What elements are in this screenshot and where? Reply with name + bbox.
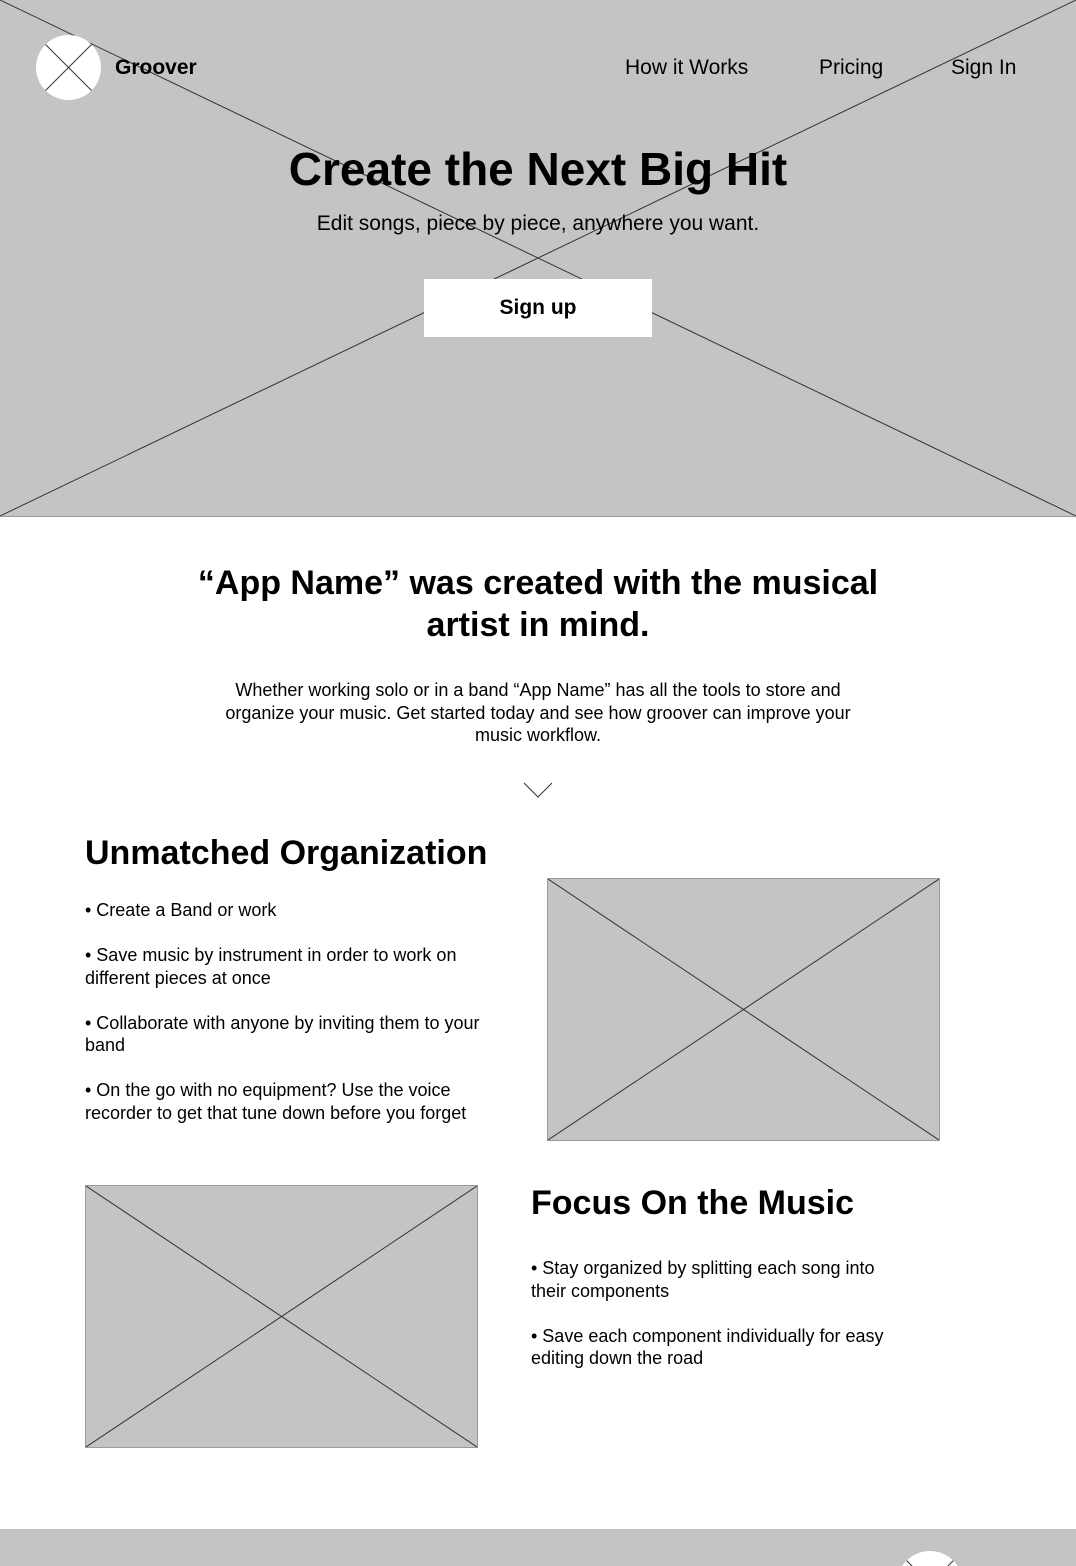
- logo-icon[interactable]: [36, 35, 101, 100]
- nav-sign-in[interactable]: Sign In: [951, 56, 1017, 79]
- brand-name[interactable]: Groover: [115, 56, 197, 79]
- feature-list-music: [531, 1257, 886, 1392]
- list-item: • Stay organized by splitting each song into their components: [531, 1258, 875, 1301]
- feature-list-organization: [85, 899, 497, 1147]
- list-item: • Save music by instrument in order to work on different pieces at once: [85, 945, 457, 988]
- logo-cross-icon: [36, 35, 101, 100]
- intro-text: Whether working solo or in a band “App Name” has all the tools to store and organize your music. Get started today and see how groover can improve your music workflow.: [225, 680, 851, 745]
- image-placeholder-organization: [547, 878, 940, 1141]
- hero-section: [0, 0, 1076, 517]
- footer: [0, 1529, 1076, 1566]
- sign-up-button[interactable]: Sign up: [424, 279, 652, 337]
- nav-pricing[interactable]: Pricing: [819, 56, 884, 79]
- list-item: • Save each component individually for easy editing down the road: [531, 1325, 884, 1368]
- feature-title-music: Focus On the Music: [531, 1184, 855, 1222]
- hero-title: Create the Next Big Hit: [288, 143, 788, 195]
- image-placeholder-icon: [548, 879, 939, 1140]
- list-item: • On the go with no equipment? Use the voice recorder to get that tune down before you forget: [85, 1080, 467, 1123]
- image-placeholder-music: [85, 1185, 478, 1448]
- footer-logo-cross-icon: [897, 1551, 963, 1566]
- list-item: • Collaborate with anyone by inviting them to your band: [85, 1012, 480, 1055]
- list-item: • Create a Band or work: [85, 900, 277, 920]
- nav-how-it-works[interactable]: How it Works: [625, 56, 749, 79]
- image-placeholder-icon: [86, 1186, 477, 1447]
- chevron-down-icon[interactable]: [523, 781, 553, 799]
- hero-subtitle: Edit songs, piece by piece, anywhere you want.: [316, 212, 760, 235]
- footer-logo-icon[interactable]: [897, 1551, 963, 1566]
- feature-title-organization: Unmatched Organization: [85, 834, 488, 872]
- intro-title: “App Name” was created with the musical artist in mind.: [197, 564, 879, 644]
